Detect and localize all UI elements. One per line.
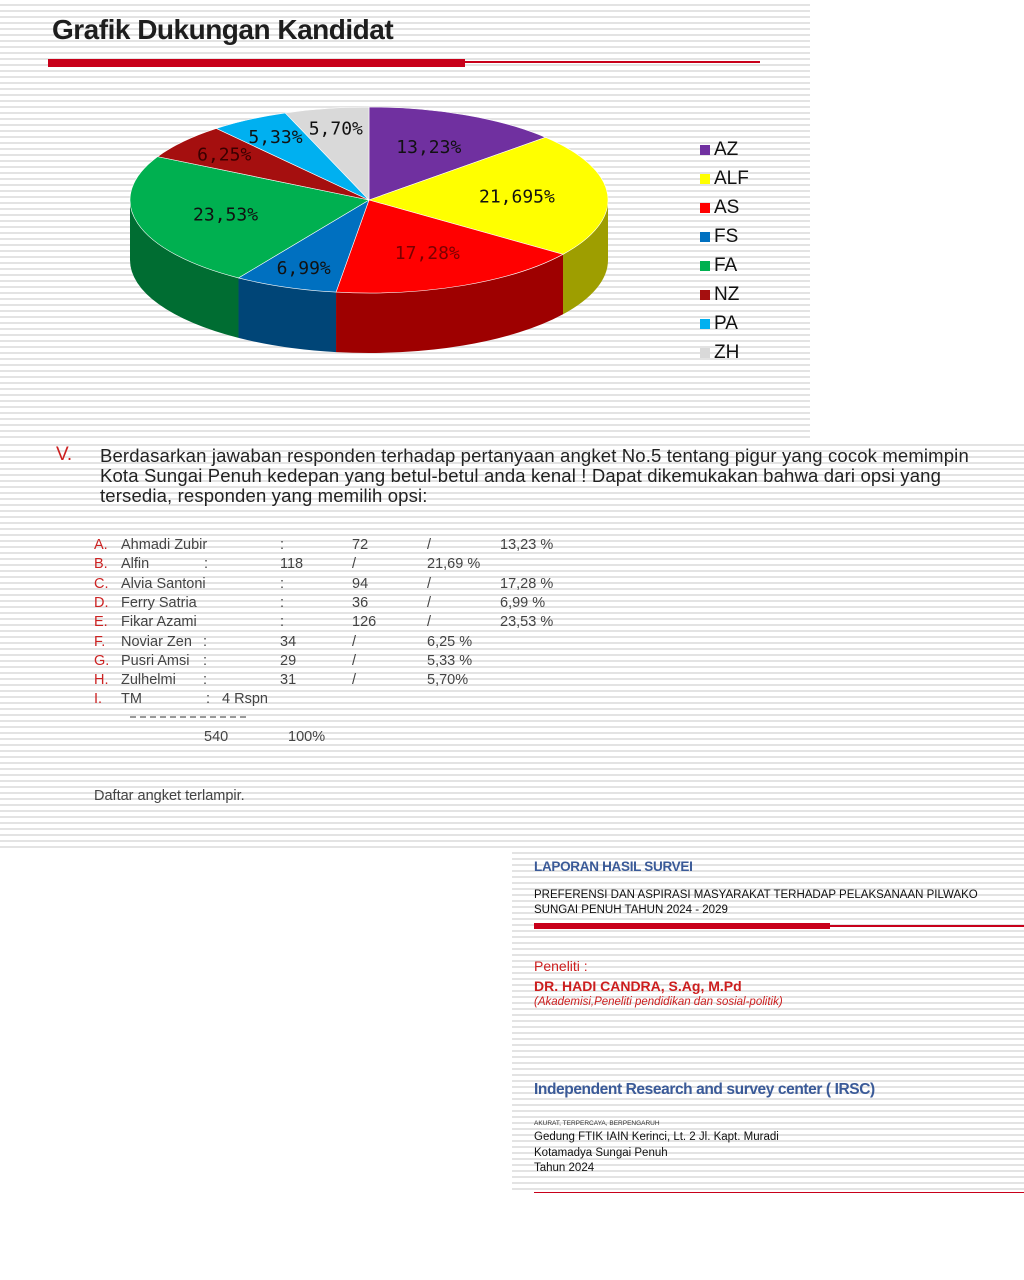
legend-swatch	[700, 319, 710, 329]
pie-label-fs: 6,99%	[276, 257, 331, 279]
researcher-name: DR. HADI CANDRA, S.Ag, M.Pd	[534, 978, 742, 994]
pie-label-pa: 5,33%	[248, 127, 303, 149]
institute-tagline: AKURAT, TERPERCAYA, BERPENGARUH	[534, 1120, 660, 1127]
vote-count: 29	[280, 652, 297, 669]
report-rule-thin	[830, 925, 1024, 927]
pie-chart	[0, 80, 700, 410]
vote-count: 72	[352, 537, 369, 553]
report-rule	[534, 923, 830, 929]
candidate-name: Zulhelmi	[121, 672, 176, 689]
vote-percent: 21,69 %	[427, 556, 481, 573]
row-slash: /	[352, 556, 357, 573]
legend-item	[700, 164, 749, 193]
row-separator: :	[203, 652, 208, 669]
row-slash: /	[427, 614, 432, 631]
pie-label-nz: 6,25%	[197, 144, 252, 166]
legend-label: ALF	[714, 167, 749, 189]
institute-name: Independent Research and survey center ( IRSC)	[534, 1081, 875, 1098]
vote-count: 94	[352, 575, 369, 592]
pie-label-as: 17,28%	[394, 243, 460, 265]
vote-percent: 17,28 %	[500, 575, 554, 592]
report-bottom-rule	[534, 1192, 1024, 1193]
legend-swatch	[700, 232, 710, 242]
legend-swatch	[700, 348, 710, 358]
pie-label-zh: 5,70%	[308, 118, 363, 140]
section-paragraph: Berdasarkan jawaban responden terhadap pertanyaan angket No.5 tentang pigur yang cocok memimpin Kota Sungai Penuh kedepan yang betul-betul anda kenal ! Dapat dikemukakan bahwa dari opsi yang tersedia, responden yang memilih opsi:	[100, 445, 969, 506]
legend-swatch	[700, 174, 710, 184]
legend-item	[700, 135, 749, 164]
legend-item	[700, 280, 749, 309]
legend-label: AS	[714, 196, 740, 218]
vote-percent: 13,23 %	[500, 537, 554, 553]
candidate-name: Noviar Zen	[121, 633, 192, 650]
title-rule	[48, 59, 465, 67]
vote-percent: 5,70%	[427, 672, 469, 689]
report-title: LAPORAN HASIL SURVEI	[534, 859, 693, 874]
vote-percent: 5,33 %	[427, 652, 473, 669]
chart-title: Grafik Dukungan Kandidat	[52, 14, 394, 45]
report-subtitle: PREFERENSI DAN ASPIRASI MASYARAKAT TERHADAP PELAKSANAAN PILWAKO SUNGAI PENUH TAHUN 2024 - 2029	[534, 889, 978, 916]
row-separator: :	[280, 614, 285, 631]
vote-count: 118	[280, 556, 304, 573]
legend-label: PA	[714, 312, 738, 334]
row-slash: /	[352, 633, 357, 650]
vote-count: 31	[280, 672, 297, 689]
pie-label-alf: 21,695%	[479, 186, 555, 208]
row-letter: H.	[94, 672, 109, 689]
row-separator: :	[206, 691, 211, 708]
row-slash: /	[427, 537, 432, 553]
row-separator: :	[280, 575, 285, 592]
candidate-name: Ahmadi Zubir	[121, 537, 208, 553]
legend-item	[700, 251, 749, 280]
candidate-name: TM	[121, 691, 142, 708]
vote-count: 4 Rspn	[222, 691, 268, 708]
row-separator: :	[280, 594, 285, 611]
candidate-name: Alfin	[121, 556, 150, 573]
vote-percent: 6,25 %	[427, 633, 473, 650]
legend-swatch	[700, 290, 710, 300]
total-percent: 100%	[288, 729, 326, 745]
vote-percent: 6,99 %	[500, 594, 546, 611]
attachment-note: Daftar angket terlampir.	[94, 788, 245, 804]
researcher-role: (Akademisi,Peneliti pendidikan dan sosial-politik)	[534, 996, 783, 1008]
address-line-2: Kotamadya Sungai Penuh	[534, 1147, 668, 1159]
row-slash: /	[352, 672, 357, 689]
legend-swatch	[700, 203, 710, 213]
legend-swatch	[700, 145, 710, 155]
legend-item	[700, 222, 749, 251]
researcher-label: Peneliti :	[534, 958, 588, 974]
address-line-3: Tahun 2024	[534, 1162, 595, 1174]
total-count: 540	[204, 729, 229, 745]
row-letter: G.	[94, 652, 110, 669]
row-separator: :	[204, 556, 209, 573]
vote-count: 36	[352, 594, 369, 611]
chart-legend	[700, 135, 749, 367]
legend-label: FS	[714, 225, 739, 247]
legend-label: AZ	[714, 138, 739, 160]
address-line-1: Gedung FTIK IAIN Kerinci, Lt. 2 Jl. Kapt. Muradi	[534, 1131, 779, 1143]
legend-swatch	[700, 261, 710, 271]
row-letter: D.	[94, 594, 109, 611]
sum-divider	[130, 716, 246, 718]
legend-label: FA	[714, 254, 738, 276]
vote-count: 126	[352, 614, 377, 631]
row-slash: /	[427, 594, 432, 611]
legend-label: ZH	[714, 341, 740, 363]
candidate-name: Pusri Amsi	[121, 652, 190, 669]
row-letter: B.	[94, 556, 108, 573]
legend-item	[700, 309, 749, 338]
candidate-name: Alvia Santoni	[121, 575, 206, 592]
row-separator: :	[203, 672, 208, 689]
pie-label-az: 13,23%	[396, 137, 462, 159]
vote-count: 34	[280, 633, 297, 650]
pie-label-fa: 23,53%	[193, 204, 259, 226]
legend-item	[700, 338, 749, 367]
section-marker: V.	[56, 444, 73, 465]
row-slash: /	[352, 652, 357, 669]
row-letter: A.	[94, 537, 108, 553]
candidate-name: Fikar Azami	[121, 614, 197, 631]
title-rule-thin	[465, 61, 760, 63]
row-letter: F.	[94, 633, 106, 650]
candidate-name: Ferry Satria	[121, 594, 197, 611]
legend-label: NZ	[714, 283, 740, 305]
row-letter: C.	[94, 575, 109, 592]
row-separator: :	[203, 633, 208, 650]
row-separator: :	[280, 537, 285, 553]
row-slash: /	[427, 575, 432, 592]
legend-item	[700, 193, 749, 222]
vote-percent: 23,53 %	[500, 614, 554, 631]
row-letter: E.	[94, 614, 108, 631]
row-letter: I.	[94, 691, 103, 708]
